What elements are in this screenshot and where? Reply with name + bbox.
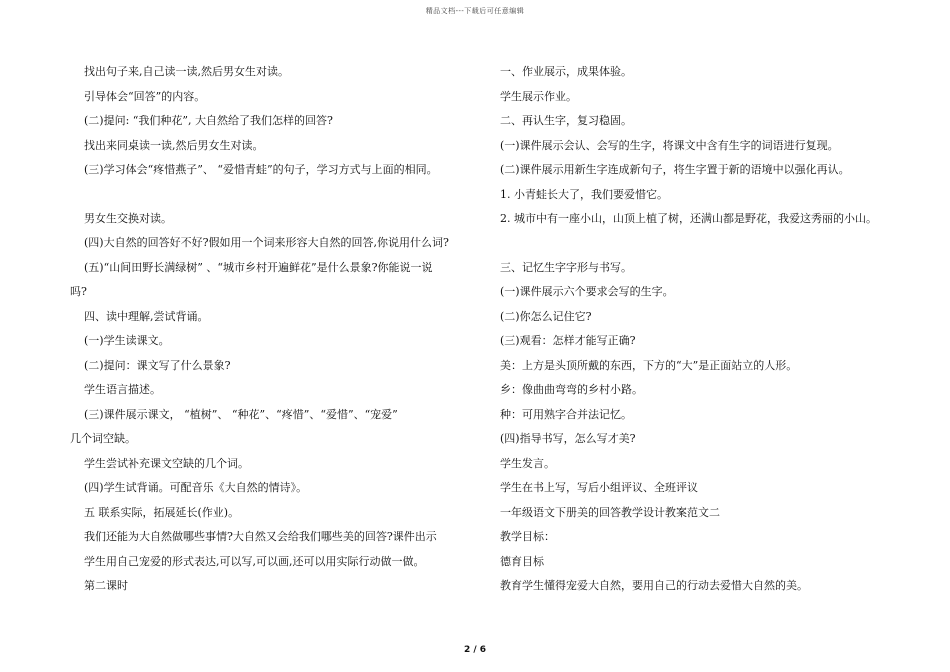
text-line: 1. 小青蛙长大了，我们要爱惜它。 [500,187,668,201]
text-line: 学生尝试补充课文空缺的几个词。 [84,456,249,470]
text-line: 德育目标 [500,554,544,568]
text-line: 找出来同桌读一读,然后男女生对读。 [84,138,264,152]
section-heading: 一、作业展示，成果体验。 [500,65,632,78]
text-line: (四)学生试背诵。可配音乐《大自然的情诗》。 [84,481,308,494]
text-line: (一)课件展示会认、会写的生字，将课文中含有生字的词语进行复现。 [500,138,839,152]
page-header: 精品文档---下载后可任意编辑 [425,7,525,15]
spacer [70,186,465,210]
text-line: 吗? [70,285,87,298]
section-heading: 四、读中理解,尝试背诵。 [84,309,209,323]
text-line: (三)课件展示课文， “植树”、 “种花”、“疼惜”、“爱惜”、“宠爱” [84,407,398,421]
text-line: 教学目标： [500,530,555,543]
text-line: (二)课件展示用新生字连成新句子，将生字置于新的语境中以强化再认。 [500,163,850,176]
section-heading: 三、记忆生字字形与书写。 [500,260,632,274]
text-line: 美：上方是头顶所戴的东西，下方的“大”是正面站立的人形。 [500,358,798,372]
section-heading: 五 联系实际，拓展延长(作业)。 [84,505,240,519]
text-line: (四)指导书写，怎么写才美? [500,432,636,445]
text-line: 男女生交换对读。 [84,211,172,225]
text-line: (一)学生读课文。 [84,334,170,347]
text-line: 种：可用熟字合并法记忆。 [500,407,632,421]
section-heading: 第二课时 [84,579,128,592]
text-line: 我们还能为大自然做哪些事情?大自然又会给我们哪些美的回答?课件出示 [84,530,437,543]
text-line: 学生用自己宠爱的形式表达,可以写,可以画,还可以用实际行动做一做。 [84,554,425,568]
text-line: 学生语言描述。 [84,383,161,396]
text-line: 乡：像曲曲弯弯的乡村小路。 [500,383,643,396]
left-column [70,63,465,602]
text-line: 引导体会“回答”的内容。 [84,89,206,103]
text-line: (五)“山间田野长满绿树” 、“城市乡村开遍鲜花”是什么景象?你能说一说 [84,260,433,274]
section-heading: 二、再认生字，复习稳固。 [500,114,632,127]
spacer [500,235,895,259]
text-line: (二)提问：课文写了什么景象? [84,358,231,372]
document-subtitle: 一年级语文下册美的回答教学设计教案范文二 [500,505,720,519]
text-line: 几个词空缺。 [70,432,136,445]
text-line: (一)课件展示六个要求会写的生字。 [500,285,674,298]
text-line: (三)学习体会“疼惜燕子”、 “爱惜青蛙”的句子，学习方式与上面的相同。 [84,163,438,176]
text-line: (四)大自然的回答好不好?假如用一个词来形容大自然的回答,你说用什么词? [84,236,449,249]
text-line: 教育学生懂得宠爱大自然，要用自己的行动去爱惜大自然的美。 [500,579,808,592]
right-column [500,63,895,602]
text-line: 找出句子来,自己读一读,然后男女生对读。 [84,65,289,78]
text-line: 学生展示作业。 [500,89,577,103]
text-line: 2. 城市中有一座小山，山顶上植了树，还满山都是野花，我爱这秀丽的小山。 [500,212,877,225]
text-line: 学生在书上写，写后小组评议、全班评议 [500,481,698,494]
text-line: (二)你怎么记住它? [500,309,592,323]
text-line: (三)观看：怎样才能写正确? [500,334,636,347]
page-number: 2 / 6 [463,645,487,655]
text-line: (二)提问: “我们种花”, 大自然给了我们怎样的回答? [84,114,333,127]
text-line: 学生发言。 [500,456,555,470]
